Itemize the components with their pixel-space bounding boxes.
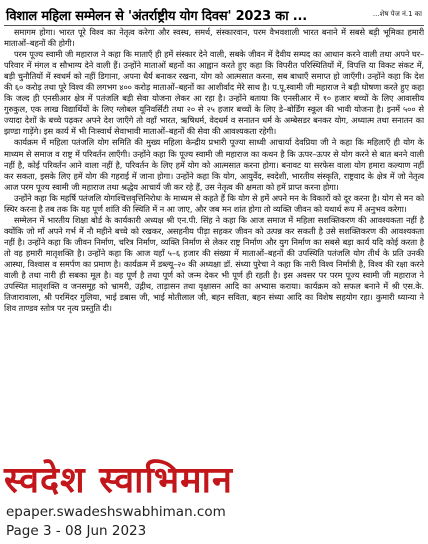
article-headline: विशाल महिला सम्मेलन से 'अंतर्राष्ट्रीय योग दिवस' 2023 का ...: [6, 9, 307, 24]
article-paragraph: सम्मेलन में भारतीय शिक्षा बोर्ड के कार्यकारी अध्यक्ष श्री एन.पी. सिंह ने कहा कि आज समाज में महिला सशक्तिकरण की आवश्यकता नहीं है क्योंकि जो माँ अपने गर्भ में नौ महीने बच्चे को रखकर, असहनीय पीड़ा सहकर जीवन को उत्पन्न कर सकती है उसे सशक्तिकरण की आवश्यकता नहीं है। उन्होंने कहा कि जीवन निर्माण, चरित्र निर्माण, व्यक्ति निर्माण से लेकर राष्ट्र निर्माण और युग निर्माण का सबसे बड़ा कार्य यदि कोई करता है तो वह हमारी मातृशक्ति है। उन्होंने कहा कि आज यहाँ ५–६ हजार की संख्या में माताओं–बहनों की उपस्थिति पतंजलि योग तीर्थ के प्रति उनकी आस्था, विश्वास व समर्पण का प्रमाण है। कार्यक्रम में डब्ल्यू–२० की अध्यक्षा डॉ. संध्या पुरेचा ने कहा कि नारी विश्व निर्मात्री है, विश्व की रक्षा करने वाली है तथा नारी ही सबका मूल है। वह पूर्ण है तथा पूर्ण को जन्म देकर भी पूर्ण ही रहती है। इस अवसर पर परम पूज्य स्वामी जी महाराज ने उपस्थित मातृशक्ति व जनसमूह को भ्रामरी, उद्गीथ, ताड़ासन तथा वृक्षासन आदि का अभ्यास कराया। कार्यक्रम को सफल बनाने में श्री एस.के. तिजारावाला, श्री परमिंदर गुलिया, भाई डबास जी, भाई मोतीलाल जी, बहन सविता, बहन संध्या आदि का विशेष सहयोग रहा। कुमारी ध्यान्या ने शिव ताण्डव स्तोत्र पर नृत्य प्रस्तुति दी।: [4, 214, 424, 314]
epaper-url[interactable]: epaper.swadeshswabhiman.com: [6, 504, 226, 520]
article-paragraph: समागम होगा। भारत पूरे विश्व का नेतृत्व करेगा और स्वस्थ, समर्थ, संस्कारवान, परम वैभवशाली भारत बनाने में सबसे बड़ी भूमिका हमारी माताओं–बहनों की होगी।: [4, 27, 424, 49]
article-paragraph: कार्यक्रम में महिला पतंजलि योग समिति की मुख्य महिला केन्द्रीय प्रभारी पूज्या साध्वी आचार्या देवप्रिया जी ने कहा कि महिलाएँ ही योग के माध्यम से समाज व राष्ट्र में परिवर्तन लाएँगी। उन्होंने कहा कि पूज्य स्वामी जी महाराज का कथन है कि ऊपर–ऊपर से योग करने से बात बनने वाली नहीं है, कोई परिवर्तन आने वाला नहीं है, परिवर्तन के लिए हमें योग को आत्मसात करना होगा। बनावट या सरफेस वाला योग हमारा कल्याण नहीं कर सकता, इसके लिए हमें योग की गहराई में जाना होगा। उन्होंने कहा कि योग, आयुर्वेद, स्वदेशी, भारतीय संस्कृति, राष्ट्रवाद के क्षेत्र में जो नेतृत्व आज परम पूज्य स्वामी जी महाराज तथा श्रद्धेय आचार्य जी कर रहे हैं, उस नेतृत्व की क्षमता को हमें प्राप्त करना होगा।: [4, 137, 424, 192]
article-paragraph: परम पूज्य स्वामी जी महाराज ने कहा कि माताएँ ही हमें संस्कार देने वाली, सबके जीवन में दैवीय सम्पद का आधान करने वाली तथा अपने घर–परिवार में मंगल व सौभाग्य देने वाली हैं। उन्होंने माताओं बहनों का आह्वान करते हुए कहा कि विपरीत परिस्थितियों में, विपत्ति या विकट संकट में, बड़ी चुनौतियों में स्वधर्म को नहीं डिगाना, अपना धैर्य बनाकर रखना, योग को आत्मसात करना, सब बाधाएँ समाप्त हो जाएँगी। उन्होंने कहा कि देश की ६० करोड़ तथा पूरे विश्व की लगभग ४०० करोड़ माताओं–बहनों का आशीर्वाद मेरे साथ है। प.पू.स्वामी जी महाराज ने बड़ी घोषणा करते हुए कहा कि जल्द ही एनसीआर क्षेत्र में पतंजलि बड़ी सेवा योजना लेकर आ रहा है। उन्होंने बताया कि एनसीआर में १० हजार बच्चों के लिए आवासीय गुरुकुल, एक लाख विद्यार्थियों के लिए ग्लोबल यूनिवर्सिटी तथा २० से २५ हजार बच्चों के लिए डे–बोर्डिंग स्कूल की भावी योजना है। इनमें ५०० से ज्यादा देशों के बच्चे पढ़कर अपने देश जाएँगे तो वहाँ भारत, ऋषिधर्म, वेदधर्म व सनातन धर्म के अम्बेसडर बनकर योग, अध्यात्म तथा सनातन का झण्डा गाड़ेंगे। इस कार्य में भी निःस्वार्थ सेवाभावी माताओं–बहनों की सेवा की आवश्यकता रहेगी।: [4, 49, 424, 137]
article-header: [4, 3, 424, 25]
article-body: [4, 27, 424, 453]
article-paragraph: उन्होंने कहा कि महर्षि पतंजलि योगश्चित्तवृत्तिनिरोधः के माध्यम से कहते हैं कि योग से हमें अपने मन के विकारों को दूर करना है। योग से मन को स्थिर करना है तब तक कि यह पूर्ण शांति की स्थिति में न आ जाए, और जब मन शांत होगा तो व्यक्ति जीवन को यथार्थ रूप में अनुभव करेगा।: [4, 192, 424, 214]
masthead: [0, 454, 428, 544]
newspaper-logo: स्वदेश स्वाभिमान: [4, 459, 233, 501]
continuation-note: ...शेष पेज नं.1 का: [372, 10, 422, 18]
page-info: Page 3 - 08 Jun 2023: [6, 523, 147, 539]
header-divider: [4, 25, 424, 26]
